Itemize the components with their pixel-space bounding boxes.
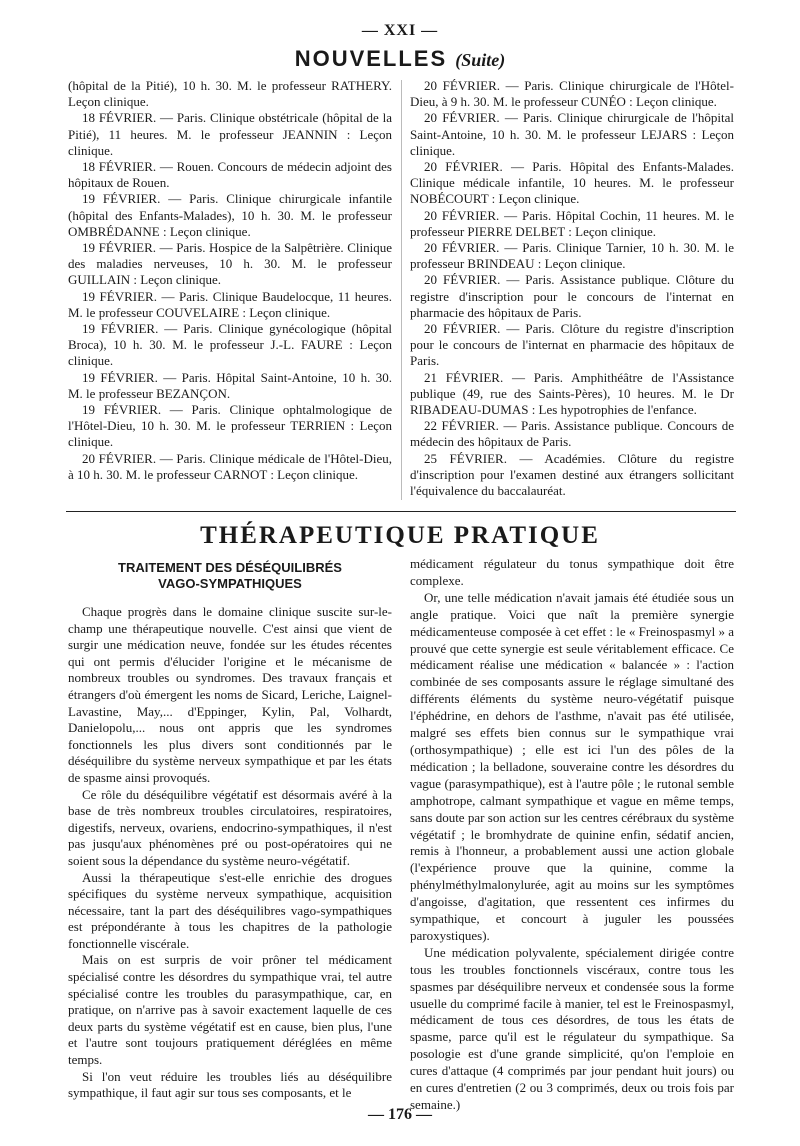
news-item: 21 FÉVRIER. — Paris. Amphithéâtre de l'Assistance publique (49, rue des Saints-Pères), 10 heures. M. le Dr RIBADEAU-DUMAS : Les hypotrophies de l'enfance. — [410, 369, 734, 418]
news-item: 19 FÉVRIER. — Paris. Clinique chirurgicale infantile (hôpital des Enfants-Malades), 10 h. 30. M. le professeur OMBRÉDANNE : Leçon clinique. — [68, 191, 392, 239]
news-item: 18 FÉVRIER. — Paris. Clinique obstétricale (hôpital de la Pitié), 11 heures. M. le professeur JEANNIN : Leçon clinique. — [68, 110, 392, 158]
column-divider — [401, 80, 402, 500]
news-item: 20 FÉVRIER. — Paris. Hôpital des Enfants-Malades. Clinique médicale infantile, 10 heures. M. le professeur NOBÉCOURT : Leçon clinique. — [410, 159, 734, 207]
article-column-right — [410, 556, 734, 1114]
news-item: (hôpital de la Pitié), 10 h. 30. M. le professeur RATHERY. Leçon clinique. — [68, 78, 392, 110]
news-item: 20 FÉVRIER. — Paris. Clinique chirurgicale de l'hôpital Saint-Antoine, 10 h. 30. M. le professeur LEJARS : Leçon clinique. — [410, 110, 734, 158]
roman-page-number: — XXI — — [361, 22, 439, 39]
news-item: 20 FÉVRIER. — Paris. Clinique Tarnier, 10 h. 30. M. le professeur BRINDEAU : Leçon clinique. — [410, 240, 734, 272]
news-item: 20 FÉVRIER. — Paris. Clinique chirurgicale de l'Hôtel-Dieu, à 9 h. 30. M. le professeur CUNÉO : Leçon clinique. — [410, 78, 734, 110]
news-item: 19 FÉVRIER. — Paris. Clinique gynécologique (hôpital Broca), 10 h. 30. M. le professeur J.-L. FAURE : Leçon clinique. — [68, 321, 392, 369]
article-title — [68, 560, 392, 592]
article-paragraph: Chaque progrès dans le domaine clinique suscite sur-le-champ une thérapeutique nouvelle. C'est ainsi que vient de surgir une médication neuve, fondée sur les études récentes qui ont permis d'élucider l'origine et le mécanisme de nombreux troubles ou syndromes. Des travaux français et étrangers d'où émergent les noms de Sicard, Leriche, Laignel-Lavastine, May,... d'Eppinger, Kylin, Pal, Volhardt, Danielopolu,... nous ont appris que les syndromes fonctionnels les plus divers sont conditionnés par le déséquilibre du système nerveux sympathique et par les états de spasme ainsi provoqués. — [68, 604, 392, 785]
news-item: 18 FÉVRIER. — Rouen. Concours de médecin adjoint des hôpitaux de Rouen. — [68, 159, 392, 191]
news-item: 19 FÉVRIER. — Paris. Clinique Baudelocque, 11 heures. M. le professeur COUVELAIRE : Leçon clinique. — [68, 288, 392, 320]
article-title-line2: VAGO-SYMPATHIQUES — [158, 576, 302, 591]
news-item: 19 FÉVRIER. — Paris. Clinique ophtalmologique de l'Hôtel-Dieu, 10 h. 30. M. le professeur TERRIEN : Leçon clinique. — [68, 402, 392, 450]
news-item: 20 FÉVRIER. — Paris. Clôture du registre d'inscription pour le concours de l'internat en pharmacie des hôpitaux de Paris. — [410, 321, 734, 369]
news-item: 20 FÉVRIER. — Paris. Clinique médicale de l'Hôtel-Dieu, à 10 h. 30. M. le professeur CARNOT : Leçon clinique. — [68, 450, 392, 482]
page-number: — 176 — — [368, 1106, 432, 1123]
article-paragraph: Une médication polyvalente, spécialement dirigée contre tous les troubles fonctionnels viscéraux, contre tous les spasmes par déséquilibre nerveux et condensée sous la forme usuelle du comprimé facile à manier, tel est le Freinospasmyl, médicament de tous ces désordres, de tous les états de spasme, parce qu'il est le régulateur du sympathique. Sa posologie est d'une grande simplicité, qu'on l'emploie en cures d'attaque (4 comprimés par jour pendant huit jours) ou en cures d'entretien (2 ou 3 comprimés, deux ou trois fois par semaine.) — [410, 944, 734, 1112]
news-item: 25 FÉVRIER. — Académies. Clôture du registre d'inscription pour l'examen destiné aux étrangers sollicitant l'équivalence du baccalauréat. — [410, 450, 734, 499]
news-item: 22 FÉVRIER. — Paris. Assistance publique. Concours de médecin des hôpitaux de Paris. — [410, 418, 734, 450]
section-separator — [66, 511, 736, 512]
news-item: 20 FÉVRIER. — Paris. Hôpital Cochin, 11 heures. M. le professeur PIERRE DELBET : Leçon clinique. — [410, 207, 734, 239]
article-paragraph: Aussi la thérapeutique s'est-elle enrichie des drogues spécifiques du système nerveux sympathique, acquisition nécessaire, tant la part des déséquilibres vago-sympathiques est prépondérante à tous les chapitres de la pathologie fonctionnelle viscérale. — [68, 869, 392, 951]
article-paragraph: médicament régulateur du tonus sympathique doit être complexe. — [410, 556, 734, 588]
article-paragraph: Si l'on veut réduire les troubles liés au déséquilibre sympathique, il faut agir sur tous ses composants, et le — [68, 1068, 392, 1101]
article-paragraph: Ce rôle du déséquilibre végétatif est désormais avéré à la base de très nombreux troubles circulatoires, respiratoires, digestifs, nerveux, ovariens, endocrino-sympathiques, il n'est pas jusqu'aux phénomènes pré ou post-opératoires qui ne soient sous la dépendance du système neuro-végétatif. — [68, 786, 392, 868]
section-title — [0, 46, 800, 72]
news-column-left — [68, 78, 392, 483]
article-paragraph: Or, une telle médication n'avait jamais été étudiée sous un angle pratique. Voici que naît la première synergie médicamenteuse composée à cet effet : le « Freinospasmyl » a prouvé que cette synergie est seule véritablement efficace. Ce médicament réalise une médication « balancée » : l'action combinée de ses composants assure le réglage simultané des différents éléments du système neuro-végétatif puisque l'éphédrine, en dehors de l'asthme, n'avait pas été utilisée, malgré ses effets bien connus sur le sympathique vrai (orthosympathique) ; elle est ici l'un des pôles de la médication ; la belladone, souveraine contre les désordres du vague (parasympathique), est à l'autre pôle ; le rutonal semble amphotrope, calmant sympathique et vague en même temps, sans doute par son action sur les centres cérébraux du système végétatif ; le bromhydrate de quinine enfin, sédatif ancien, remis à l'honneur, a probablement aussi une action globale (l'expérience prouve que la quinine, comme la phénylméthylmalonylurée, agit au moins sur les symptômes d'angoisse, d'agitation, que ressentent ces infirmes du sympathique, et concourt à juguler les poussées paroxystiques). — [410, 589, 734, 943]
article-paragraph: Mais on est surpris de voir prôner tel médicament spécialisé contre les désordres du sympathique vrai, tel autre spécialisé contre les troubles du parasympathique, car, en pratique, on n'arrive pas à savoir exactement laquelle de ces deux parts du système végétatif est en cause, bien plus, l'une et l'autre sont toujours pratiquement déréglées en même temps. — [68, 952, 392, 1068]
news-item: 19 FÉVRIER. — Paris. Hospice de la Salpêtrière. Clinique des maladies nerveuses, 10 h. 30. M. le professeur GUILLAIN : Leçon clinique. — [68, 240, 392, 288]
news-item: 19 FÉVRIER. — Paris. Hôpital Saint-Antoine, 10 h. 30. M. le professeur BEZANÇON. — [68, 369, 392, 401]
main-title: THÉRAPEUTIQUE PRATIQUE — [200, 522, 600, 549]
section-title-suite: (Suite) — [455, 50, 506, 70]
news-item: 20 FÉVRIER. — Paris. Assistance publique. Clôture du registre d'inscription pour le concours de l'internat en pharmacie des hôpitaux de Paris. — [410, 272, 734, 320]
news-column-right — [410, 78, 734, 499]
article-title-line1: TRAITEMENT DES DÉSÉQUILIBRÉS — [118, 560, 342, 575]
article-column-left — [68, 604, 392, 1102]
section-title-text: NOUVELLES — [294, 46, 448, 71]
